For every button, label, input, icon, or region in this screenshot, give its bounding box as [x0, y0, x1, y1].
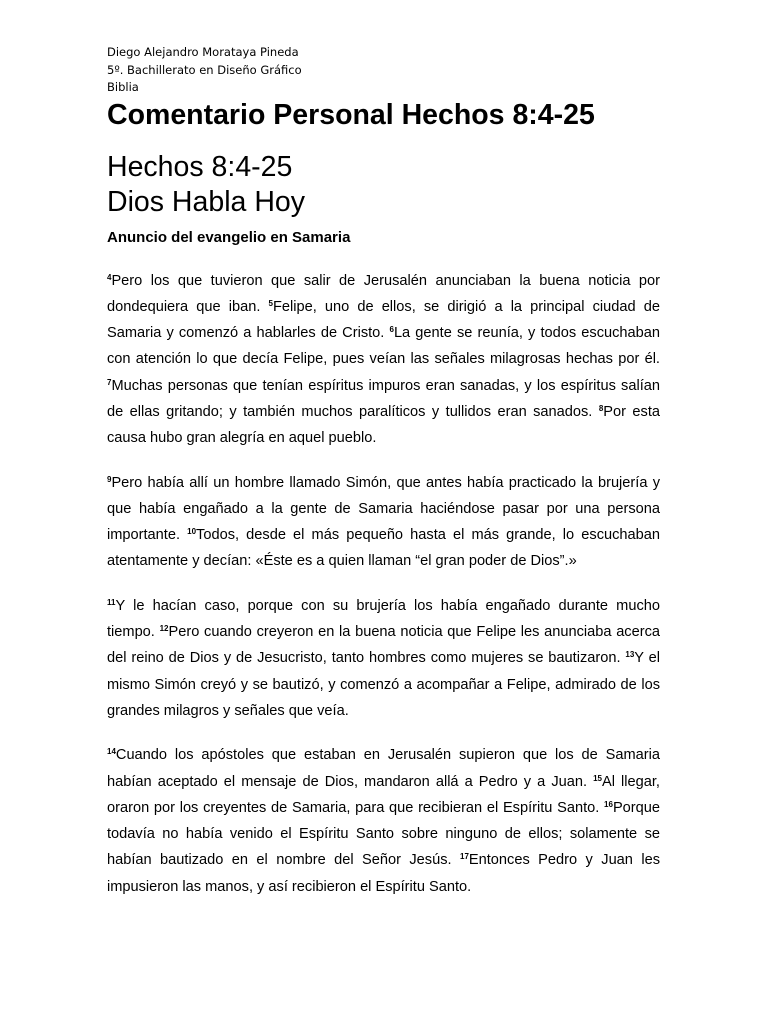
- verse-number: 16: [604, 799, 613, 809]
- verse-number: 15: [593, 773, 602, 783]
- verse-text: Y el mismo Simón creyó y se bautizó, y comenzó a acompañar a Felipe, admirado de los grandes milagros y señales que veía.: [107, 650, 660, 719]
- verse-text: Felipe, uno de ellos, se dirigió a la principal ciudad de Samaria y comenzó a hablarles de Cristo.: [107, 298, 660, 342]
- verse-text: Al llegar, oraron por los creyentes de Samaria, para que recibieran el Espíritu Santo.: [107, 773, 660, 816]
- document-page: [107, 44, 660, 900]
- verse-text: Pero cuando creyeron en la buena noticia que Felipe les anunciaba acerca del reino de Dios y de Jesucristo, tanto hombres como mujeres se bautizaron.: [107, 624, 660, 667]
- verse-text: Por esta causa hubo gran alegría en aquel pueblo.: [107, 403, 660, 447]
- verse-text: Todos, desde el más pequeño hasta el más grande, lo escuchaban atentamente y decían: «Éste es a quien llaman “el gran poder de Dios”.»: [107, 527, 660, 570]
- verse-number: 5: [268, 298, 273, 308]
- verse-number: 11: [107, 597, 116, 607]
- header-block: [107, 44, 660, 97]
- bible-version: Dios Habla Hoy: [107, 185, 305, 218]
- verse-text: Pero había allí un hombre llamado Simón, que antes había practicado la brujería y que había engañado a la gente de Samaria haciéndose pasar por una persona importante.: [107, 474, 660, 544]
- paragraph: [107, 268, 660, 452]
- verse-text: Pero los que tuvieron que salir de Jerusalén anunciaban la buena noticia por dondequiera que iban.: [107, 272, 660, 315]
- verse-text: Cuando los apóstoles que estaban en Jerusalén supieron que los de Samaria habían aceptado el mensaje de Dios, mandaron allá a Pedro y a Juan.: [107, 747, 660, 790]
- paragraph: [107, 742, 660, 900]
- verse-text: Muchas personas que tenían espíritus impuros eran sanadas, y los espíritus salían de ellas gritando; y también muchos paralíticos y tullidos eran sanados.: [107, 377, 660, 420]
- verse-number: 17: [460, 852, 469, 862]
- verse-text: Porque todavía no había venido el Espíritu Santo sobre ninguno de ellos; solamente se habían bautizado en el nombre del Señor Jesús.: [107, 799, 660, 869]
- passage-reference: Hechos 8:4-25: [107, 150, 293, 183]
- verse-number: 10: [187, 527, 197, 537]
- author-name: Diego Alejandro Morataya Pineda: [107, 45, 299, 59]
- paragraph: [107, 593, 660, 724]
- verse-number: 12: [159, 624, 169, 634]
- course-name: 5º. Bachillerato en Diseño Gráfico: [107, 62, 302, 77]
- verse-number: 8: [598, 403, 604, 413]
- verse-text: La gente se reunía, y todos escuchaban con atención lo que decía Felipe, pues veían las señales milagrosas hechas por él.: [107, 325, 660, 368]
- verse-text: Entonces Pedro y Juan les impusieron las manos, y así recibieron el Espíritu Santo.: [107, 852, 660, 895]
- subject-name: Biblia: [107, 80, 139, 94]
- document-title: Comentario Personal Hechos 8:4-25: [107, 98, 595, 131]
- verse-number: 4: [107, 272, 112, 282]
- passage-title: [107, 150, 660, 220]
- verse-number: 14: [107, 747, 116, 757]
- section-heading: Anuncio del evangelio en Samaria: [107, 228, 351, 246]
- verse-number: 9: [107, 474, 112, 484]
- verse-number: 7: [107, 377, 112, 387]
- passage-body: [107, 268, 660, 901]
- paragraph: [107, 470, 660, 575]
- verse-number: 6: [389, 325, 394, 335]
- verse-text: Y le hacían caso, porque con su brujería los había engañado durante mucho tiempo.: [107, 597, 660, 641]
- verse-number: 13: [625, 650, 635, 660]
